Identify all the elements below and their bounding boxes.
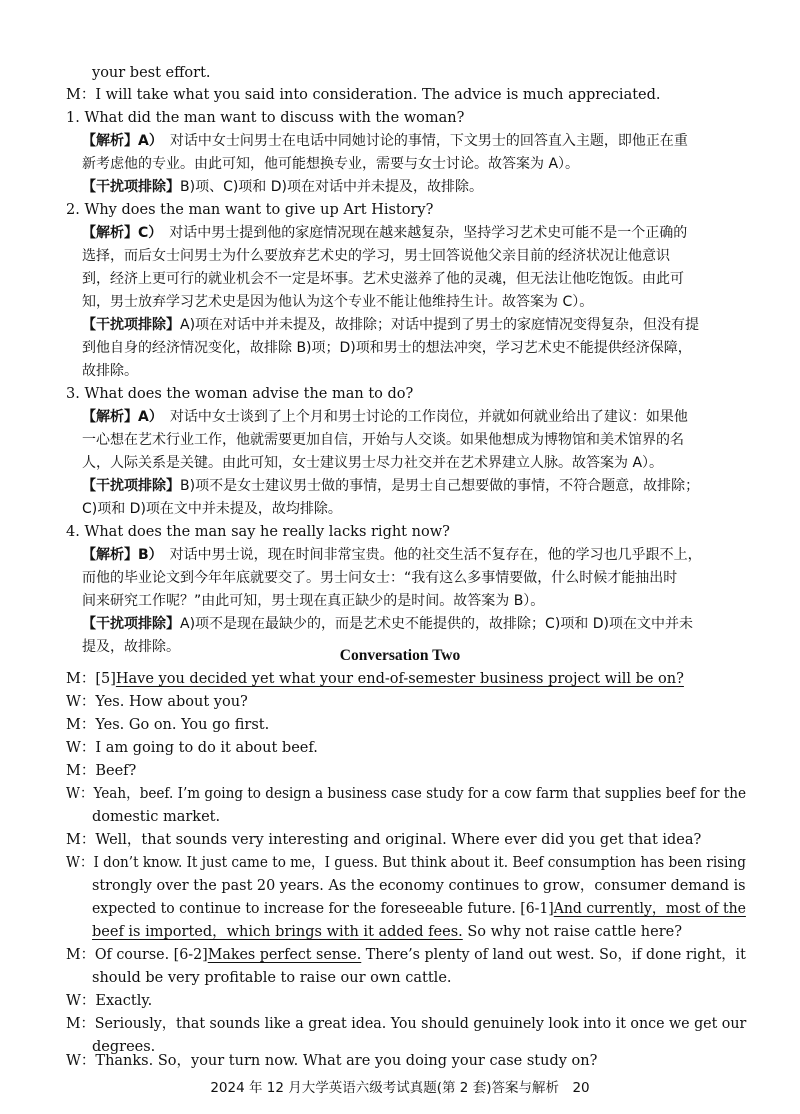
dialog-line: W：Yeah，beef. I’m going to design a business case study for a cow farm that supplies beef for the — [66, 786, 747, 802]
distractor-4: 【干扰项排除】A)项不是现在最缺少的，而是艺术史不能提供的，故排除；C)项和 D)项在文中并未 — [82, 616, 693, 632]
analysis-line: 选择，而后女士问男士为什么要放弃艺术史的学习，男士回答说他父亲目前的经济状况让他意识 — [82, 248, 670, 264]
distractor-3: 【干扰项排除】B)项不是女士建议男士做的事情，是男士自己想要做的事情，不符合题意，故排除； — [82, 478, 700, 494]
dialog-continuation-line: domestic market. — [92, 809, 221, 825]
question-3: 3. What does the woman advise the man to do? — [66, 386, 414, 402]
dialog-line: W：Exactly. — [66, 993, 153, 1009]
dialog-line: M：I will take what you said into consideration. The advice is much appreciated. — [66, 87, 661, 103]
analysis-line: 一心想在艺术行业工作，他就需要更加自信，开始与人交谈。如果他想成为博物馆和美术馆界的名 — [82, 432, 684, 448]
analysis-line: 新考虑他的专业。由此可知，他可能想换专业，需要与女士讨论。故答案为 A）。 — [82, 156, 580, 172]
dialog-line: M：Well，that sounds very interesting and original. Where ever did you get that idea? — [66, 832, 702, 848]
dialog-continuation-line: your best effort. — [92, 65, 211, 81]
distractor-1: 【干扰项排除】B)项、C)项和 D)项在对话中并未提及，故排除。 — [82, 179, 483, 195]
dialog-continuation-line: strongly over the past 20 years. As the economy continues to grow，consumer demand is — [92, 878, 746, 894]
dialog-continuation-line: should be very profitable to raise our own cattle. — [92, 970, 452, 986]
dialog-line: M：Of course. [6-2]Makes perfect sense. There’s plenty of land out west. So，if done right，it — [66, 947, 746, 963]
dialog-line: W：I am going to do it about beef. — [66, 740, 318, 756]
dialog-line: M：[5]Have you decided yet what your end-of-semester business project will be on? — [66, 671, 684, 687]
question-1: 1. What did the man want to discuss with the woman? — [66, 110, 465, 126]
page-footer: 2024 年 12 月大学英语六级考试真题(第 2 套)答案与解析 20 — [210, 1080, 590, 1096]
analysis-line: 人，人际关系是关键。由此可知，女士建议男士尽力社交并在艺术界建立人脉。故答案为 A）。 — [82, 455, 664, 471]
distractor-line: 故排除。 — [82, 363, 138, 379]
dialog-continuation-line: expected to continue to increase for the foreseeable future. [6-1]And currently，most of the — [92, 901, 746, 917]
question-4: 4. What does the man say he really lacks right now? — [66, 524, 450, 540]
dialog-continuation-line: beef is imported，which brings with it added fees. So why not raise cattle here? — [92, 924, 683, 940]
analysis-2: 【解析】C） 对话中男士提到他的家庭情况现在越来越复杂，坚持学习艺术史可能不是一个正确的 — [82, 225, 688, 241]
analysis-line: 间来研究工作呢？”由此可知，男士现在真正缺少的是时间。故答案为 B）。 — [82, 593, 545, 609]
question-2: 2. Why does the man want to give up Art History? — [66, 202, 434, 218]
dialog-line: W：Yes. How about you? — [66, 694, 248, 710]
distractor-line: 到他自身的经济情况变化，故排除 B)项；D)项和男士的想法冲突，学习艺术史不能提供经济保障， — [82, 340, 692, 356]
dialog-line: M：Yes. Go on. You go first. — [66, 717, 270, 733]
dialog-line: M：Beef? — [66, 763, 137, 779]
analysis-1: 【解析】A） 对话中女士问男士在电话中同她讨论的事情，下文男士的回答直入主题，即他正在重 — [82, 133, 688, 149]
distractor-2: 【干扰项排除】A)项在对话中并未提及，故排除；对话中提到了男士的家庭情况变得复杂，但没有提 — [82, 317, 700, 333]
analysis-line: 知，男士放弃学习艺术史是因为他认为这个专业不能让他维持生计。故答案为 C）。 — [82, 294, 594, 310]
analysis-3: 【解析】A） 对话中女士谈到了上个月和男士讨论的工作岗位，并就如何就业给出了建议：如果他 — [82, 409, 688, 425]
distractor-line: C)项和 D)项在文中并未提及，故均排除。 — [82, 501, 342, 517]
dialog-line: M：Seriously，that sounds like a great idea. You should genuinely look into it once we get our — [66, 1016, 747, 1032]
analysis-line: 而他的毕业论文到今年年底就要交了。男士问女士：“我有这么多事情要做，什么时候才能抽出时 — [82, 570, 678, 586]
analysis-4: 【解析】B） 对话中男士说，现在时间非常宝贵。他的社交生活不复存在，他的学习也几乎跟不上， — [82, 547, 702, 563]
dialog-continuation-line: degrees. — [92, 1039, 156, 1055]
distractor-line: 提及，故排除。 — [82, 639, 180, 655]
section-title: Conversation Two — [339, 647, 461, 664]
analysis-line: 到，经济上更可行的就业机会不一定是坏事。艺术史滋养了他的灵魂，但无法让他吃饱饭。由此可 — [82, 271, 684, 287]
dialog-line: W：I don’t know. It just came to me，I guess. But think about it. Beef consumption has been rising — [66, 855, 746, 871]
dialog-line: W：Thanks. So，your turn now. What are you doing your case study on? — [66, 1053, 598, 1069]
